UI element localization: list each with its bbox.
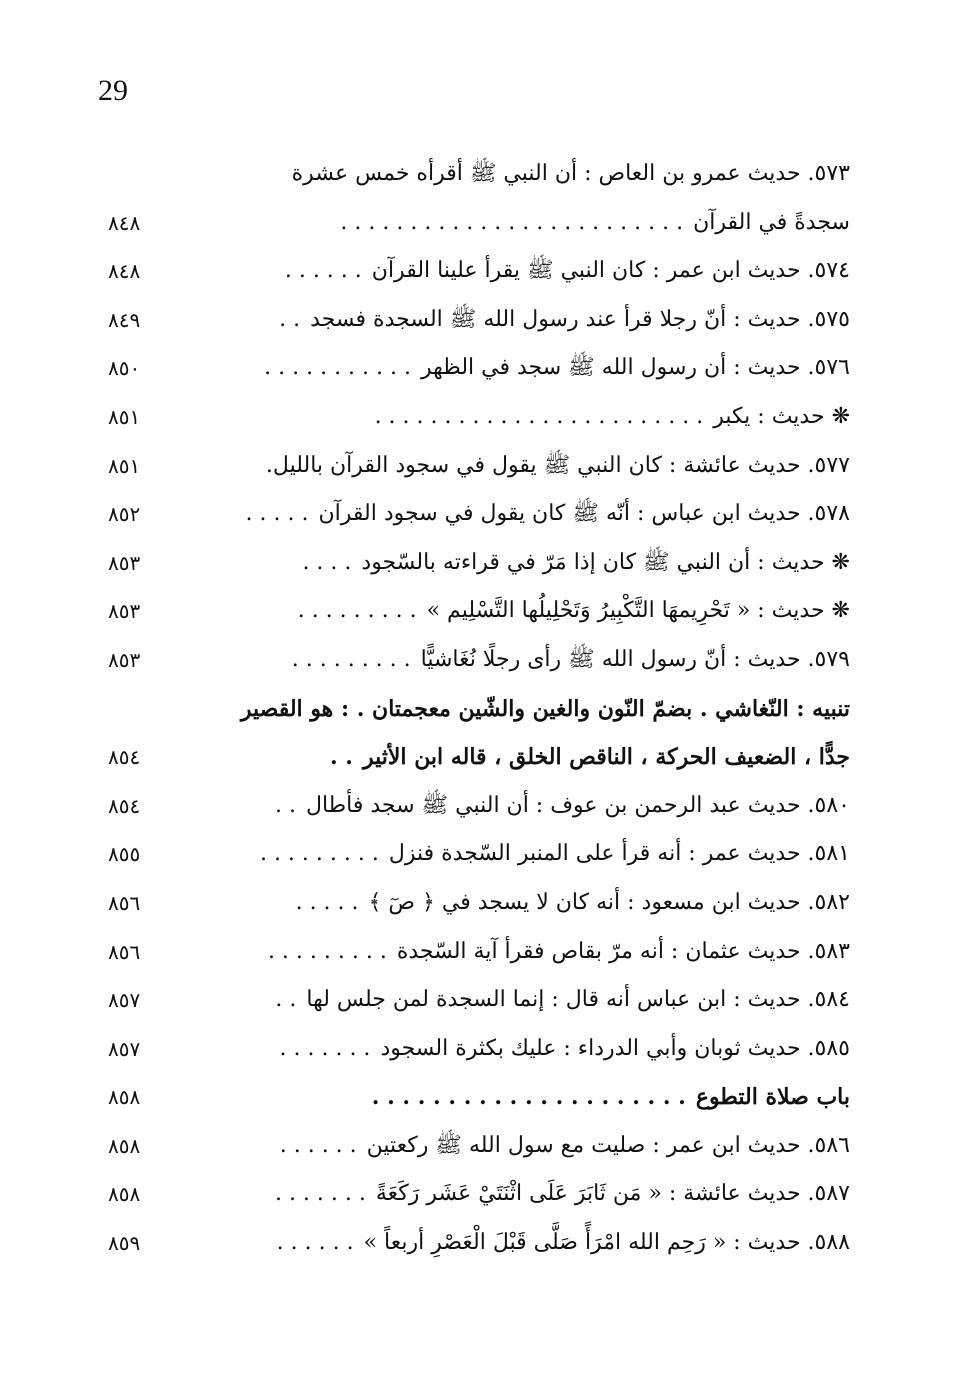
toc-entry [210,344,850,392]
toc-row [100,490,850,539]
toc-entry [210,1025,850,1073]
toc-entry [210,1219,850,1267]
entry-text: باب صلاة التطوع [695,1084,850,1111]
toc-row [100,1122,850,1171]
page-ref: ٨٥٤ [108,793,141,818]
toc-entry [210,296,850,344]
leader-dots: . . . . . . . . . [297,598,417,624]
page-ref: ٨٥١ [108,453,141,478]
leader-dots: . . . . . . . . . [259,841,379,867]
toc-row [100,685,850,734]
leader-dots: . . . . . [245,501,309,527]
toc-entry [210,393,850,441]
leader-dots: . . . . . [295,889,359,915]
leader-dots: . . . . . . . [274,1181,366,1207]
toc-row [100,1073,850,1122]
toc-row [100,296,850,345]
leader-dots: . . [279,306,301,332]
page-ref: ٨٥٧ [108,1036,141,1061]
entry-text: ❋ حديث : يكبر [713,403,850,429]
leader-dots: . . . . . . . [279,1035,371,1061]
page-ref: ٨٥٧ [108,988,141,1013]
page-ref: ٨٥٠ [108,356,141,381]
toc-entry [210,247,850,295]
page-ref: ٨٥٤ [108,745,141,770]
leader-dots: . . . . . . [276,1230,354,1256]
leader-dots: . . . . . . [284,258,362,284]
toc-row [100,879,850,928]
entry-text: ❋ حديث : « تَحْرِيمهَا التَّكْبِيرُ وَتَحْلِيلُها التَّسْلِيم » [426,598,850,624]
entry-text: تنبيه : النّغاشي . بضمّ النّون والغين والشّين معجمتان . : هو القصير [240,695,850,722]
toc-row [100,247,850,296]
toc-entry [210,879,850,927]
toc-row [100,1219,850,1268]
toc-row [100,442,850,491]
entry-text: ٥٨٣. حديث عثمان : أنه مرّ بقاص فقرأ آية السّجدة [396,938,850,964]
page-ref: ٨٥٣ [108,599,141,624]
entry-text: ٥٨٢. حديث ابن مسعود : أنه كان لا يسجد في ﴿ صٓ ﴾ [368,889,850,915]
entry-text: ٥٧٦. حديث : أن رسول الله ﷺ سجد في الظهر [421,355,850,381]
entry-text: سجدةً في القرآن [693,209,850,235]
entry-text: ٥٧٣. حديث عمرو بن العاص : أن النبي ﷺ أقرأه خمس عشرة [291,161,850,186]
entry-text: ٥٧٨. حديث ابن عباس : أنّه ﷺ كان يقول في سجود القرآن [318,501,850,527]
leader-dots: . . [274,792,296,818]
entry-text: ٥٨٧. حديث عائشة : « مَن ثَابَرَ عَلَى اثْنَتَيْ عَشَر رَكَعَةً [375,1181,850,1207]
toc-entry [210,199,850,247]
leader-dots: . . [275,987,297,1013]
leader-dots: . . . . . . . . . . . . . . . . . . . . . . . . [374,403,704,429]
entry-text: ٥٨٨. حديث : « رَحِم الله امْرَأً صَلَّى قَبْلَ الْعَصْرِ أربعاً » [363,1230,850,1256]
toc-row [100,150,850,199]
toc-row [100,830,850,879]
page-ref: ٨٥٨ [108,1182,141,1207]
toc-entry [210,1122,850,1170]
toc-row [100,1170,850,1219]
page-ref: ٨٥٦ [108,939,141,964]
leader-dots: . . . . . . . . . [267,938,387,964]
entry-text: ❋ حديث : أن النبي ﷺ كان إذا مَرّ في قراءته بالسّجود [361,549,850,575]
table-of-contents [100,150,850,1268]
toc-row [100,636,850,685]
leader-dots: . . . . . . . . . . . . . . . . . . . . . . . . . [340,209,684,235]
toc-row [100,976,850,1025]
entry-text: ٥٧٤. حديث ابن عمر : كان النبي ﷺ يقرأ علينا القرآن [371,258,850,284]
leader-dots: . . . . . . . . . . . [264,355,411,381]
page-ref: ٨٤٩ [108,307,141,332]
entry-text: ٥٨٤. حديث : ابن عباس أنه قال : إنما السجدة لمن جلس لها [306,987,850,1013]
page-ref: ٨٥٩ [108,1231,141,1256]
leader-dots: . . . . . . . . . . . . . . . . . . . . . [371,1084,686,1111]
page-ref: ٨٥٢ [108,502,141,527]
toc-row [100,344,850,393]
page-ref: ٨٤٨ [108,259,141,284]
toc-row [100,782,850,831]
page-ref: ٨٥٥ [108,842,141,867]
entry-text: ٥٧٩. حديث : أنّ رسول الله ﷺ رأى رجلًا نُغَاشيًّا [420,646,850,672]
page-ref: ٨٥٨ [108,1085,141,1110]
page-ref: ٨٥٨ [108,1133,141,1158]
toc-entry [210,928,850,976]
entry-text: ٥٨٠. حديث عبد الرحمن بن عوف : أن النبي ﷺ سجد فأطال [305,792,850,818]
entry-text: ٥٨١. حديث عمر : أنه قرأ على المنبر السّجدة فنزل [388,841,850,867]
toc-entry [210,636,850,684]
page-ref: ٨٤٨ [108,210,141,235]
toc-entry [210,442,850,490]
leader-dots: . . . . . . . . . [291,646,411,672]
toc-entry [210,733,850,781]
toc-entry [210,782,850,830]
entry-text: ٥٨٥. حديث ثوبان وأبي الدرداء : عليك بكثرة السجود [380,1035,850,1061]
entry-text: جدًّا ، الضعيف الحركة ، الناقص الخلق ، قاله ابن الأثير [362,744,850,771]
leader-dots: . . . . [302,549,352,575]
toc-entry [210,587,850,635]
entry-text: ٥٧٧. حديث عائشة : كان النبي ﷺ يقول في سجود القرآن بالليل. [265,452,850,478]
page-ref: ٨٥١ [108,404,141,429]
entry-text: ٥٧٥. حديث : أنّ رجلا قرأ عند رسول الله ﷺ السجدة فسجد [310,306,850,332]
toc-row [100,587,850,636]
toc-entry [210,685,850,733]
page-ref: ٨٥٦ [108,890,141,915]
leader-dots: . . [329,744,353,771]
toc-row [100,1025,850,1074]
toc-entry [210,490,850,538]
toc-entry [210,830,850,878]
toc-row [100,199,850,248]
toc-row [100,733,850,782]
toc-entry [210,1170,850,1218]
toc-row [100,539,850,588]
toc-entry [210,976,850,1024]
toc-row [100,928,850,977]
toc-entry [210,539,850,587]
leader-dots: . . . . . . [279,1132,357,1158]
page-number: 29 [98,74,128,107]
toc-entry [210,150,850,198]
page-ref: ٨٥٣ [108,647,141,672]
entry-text: ٥٨٦. حديث ابن عمر : صليت مع سول الله ﷺ ركعتين [366,1132,850,1158]
toc-row [100,393,850,442]
page-ref: ٨٥٣ [108,550,141,575]
toc-entry [210,1073,850,1121]
